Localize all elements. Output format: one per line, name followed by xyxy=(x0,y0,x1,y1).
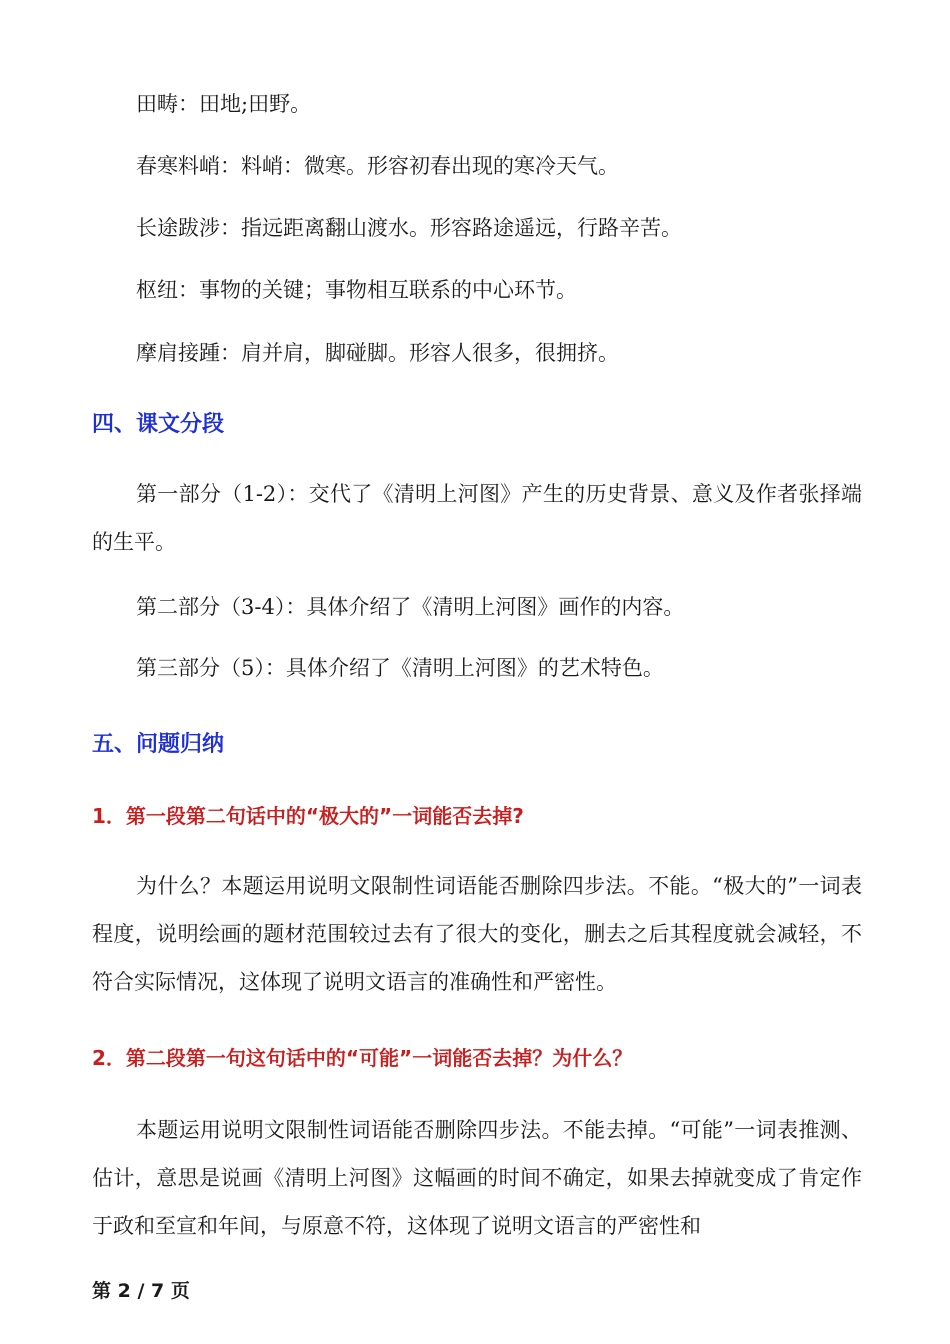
page-number: 第 2 / 7 页 xyxy=(92,1280,190,1302)
vocab-item-chunhan: 春寒料峭：料峭：微寒。形容初春出现的寒冷天气。 xyxy=(136,154,619,178)
vocab-item-shuniu: 枢纽：事物的关键；事物相互联系的中心环节。 xyxy=(136,278,577,302)
part-one-paragraph: 第一部分（1-2）：交代了《清明上河图》产生的历史背景、意义及作者张择端的生平。 xyxy=(92,482,862,554)
vocab-item-tianchou: 田畴：田地;田野。 xyxy=(136,92,312,116)
section-heading-questions: 五、问题归纳 xyxy=(92,732,225,757)
question-1-answer: 为什么？本题运用说明文限制性词语能否删除四步法。不能。“极大的”一词表程度，说明绘画的题材范围较过去有了很大的变化，删去之后其程度就会减轻，不符合实际情况，这体现了说明文语言的准确性和严密性。 xyxy=(92,874,862,994)
vocab-item-mojian: 摩肩接踵：肩并肩，脚碰脚。形容人很多，很拥挤。 xyxy=(136,341,619,365)
part-three-paragraph: 第三部分（5）：具体介绍了《清明上河图》的艺术特色。 xyxy=(136,656,664,680)
question-1-title: 1．第一段第二句话中的“极大的”一词能否去掉? xyxy=(92,804,524,828)
vocab-item-changtu: 长途跋涉：指远距离翻山渡水。形容路途遥远，行路辛苦。 xyxy=(136,216,682,240)
section-heading-paragraphs: 四、课文分段 xyxy=(92,412,225,437)
question-2-title: 2．第二段第一句这句话中的“可能”一词能否去掉？为什么？ xyxy=(92,1046,633,1070)
part-two-paragraph: 第二部分（3-4）：具体介绍了《清明上河图》画作的内容。 xyxy=(136,595,685,619)
question-2-answer: 本题运用说明文限制性词语能否删除四步法。不能去掉。“可能”一词表推测、估计，意思是说画《清明上河图》这幅画的时间不确定，如果去掉就变成了肯定作于政和至宣和年间，与原意不符，这体现了说明文语言的严密性和 xyxy=(92,1118,862,1238)
